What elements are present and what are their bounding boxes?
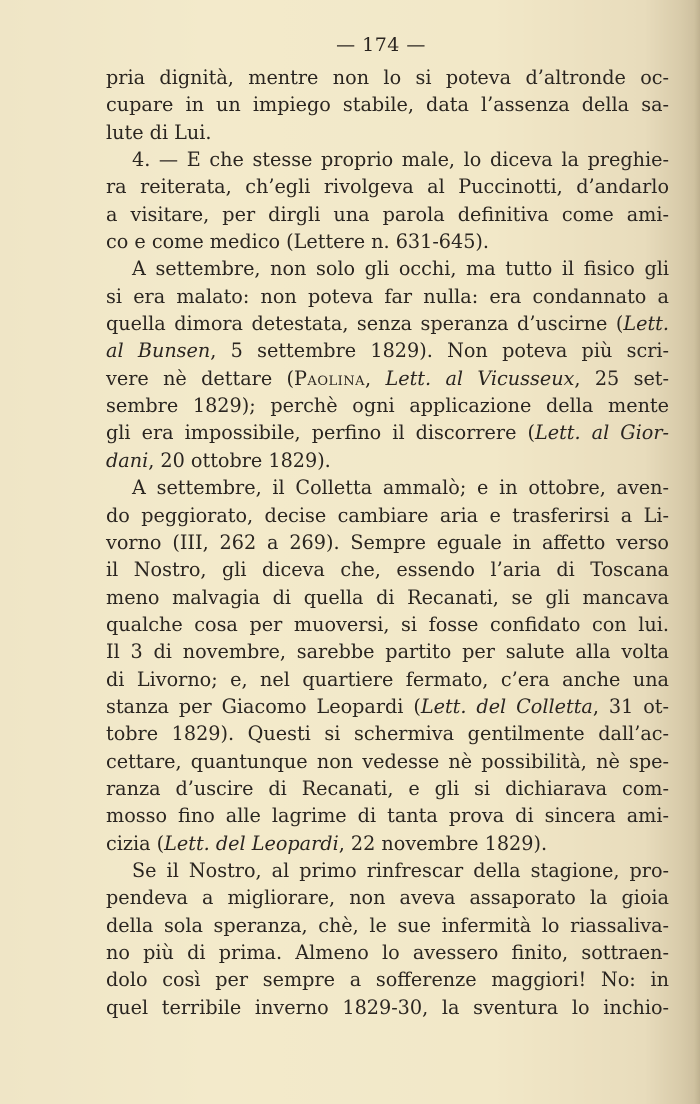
text-line: sembre 1829); perchè ogni applicazione della mente [106,394,669,418]
body-text [106,64,669,1021]
paragraph-start-line: 4. — E che stesse proprio male, lo diceva la preghie- [132,148,669,172]
citation-italic: dani [106,448,149,472]
author-smallcaps: Paolina [294,366,366,390]
text-run: , [365,366,386,390]
text-line: dolo così per sempre a sofferenze maggiori! No: in [106,968,669,992]
paragraph-start-line: Se il Nostro, al primo rinfrescar della stagione, pro- [132,858,669,882]
text-run: , 5 settembre 1829). Non poteva più scri- [210,339,669,363]
text-line: pria dignità, mentre non lo si poteva d’altronde oc- [106,66,669,89]
text-line: della sola speranza, chè, le sue infermità lo riassaliva- [106,913,669,937]
text-line: no più di prima. Almeno lo avessero finito, sottraen- [106,941,669,964]
paragraph-start-line: A settembre, il Colletta ammalò; e in ottobre, aven- [132,476,669,500]
text-line [106,447,669,474]
text-run: cizia ( [106,831,165,855]
text-line: tobre 1829). Questi si schermiva gentilmente dall’ac- [106,722,669,746]
text-line: meno malvagia di quella di Recanati, se gli mancava [106,585,669,609]
paragraph-start-line: A settembre, non solo gli occhi, ma tutto il fisico gli [132,257,669,281]
citation-italic: Lett. del Leopardi [164,831,339,855]
text-run: stanza per Giacomo Leopardi ( [106,694,421,718]
citation-italic: Lett. [623,312,669,336]
text-line: cupare in un impiego stabile, data l’assenza della sa- [106,93,669,117]
text-line: lute di Lui. [106,120,212,144]
text-line [106,693,669,720]
text-line: qualche cosa per muoversi, si fosse confidato con lui. [106,612,669,636]
text-line: co e come medico (Lettere n. 631-645). [106,230,490,254]
text-line: mosso fino alle lagrime di tanta prova di sincera ami- [106,804,669,828]
text-line: quel terribile inverno 1829-30, la sventura lo inchio- [106,995,669,1019]
text-run: , 20 ottobre 1829). [148,448,331,472]
text-line: do peggiorato, decise cambiare aria e trasferirsi a Li- [106,503,669,527]
text-line: cettare, quantunque non vedesse nè possibilità, nè spe- [106,749,669,773]
citation-italic: Lett. del Colletta [420,694,593,718]
text-line: di Livorno; e, nel quartiere fermato, c’era anche una [106,667,669,691]
page-number: — 174 — [336,34,426,56]
text-line: si era malato: non poteva far nulla: era condannato a [106,284,669,308]
text-line: ra reiterata, ch’egli rivolgeva al Puccinotti, d’andarlo [106,175,669,199]
text-line [106,419,669,446]
text-line: pendeva a migliorare, non aveva assaporato la gioia [106,886,669,910]
text-line: Il 3 di novembre, sarebbe partito per salute alla volta [106,640,669,664]
text-run: vere nè dettare ( [106,366,295,390]
text-line [106,337,669,364]
text-run: , 22 novembre 1829). [338,831,548,855]
citation-italic: Lett. al Gior- [534,421,669,445]
text-line: il Nostro, gli diceva che, essendo l’aria di Toscana [106,558,669,582]
text-line [106,365,669,392]
citation-italic: al Bunsen [106,339,211,363]
page-edge-shadow [694,0,700,1104]
text-line [106,310,669,337]
text-line: vorno (III, 262 a 269). Sempre eguale in affetto verso [106,530,669,554]
citation-italic: Lett. al Vicusseux [385,366,575,390]
text-line [106,830,669,857]
text-run: , 25 set- [574,366,669,390]
text-run: quella dimora detestata, senza speranza d’uscirne ( [106,312,624,336]
text-line: a visitare, per dirgli una parola definitiva come ami- [106,202,669,226]
text-run: gli era impossibile, perfino il discorrere ( [106,421,535,445]
text-run: , 31 ot- [592,694,669,718]
text-line: ranza d’uscire di Recanati, e gli si dichiarava com- [106,776,669,800]
